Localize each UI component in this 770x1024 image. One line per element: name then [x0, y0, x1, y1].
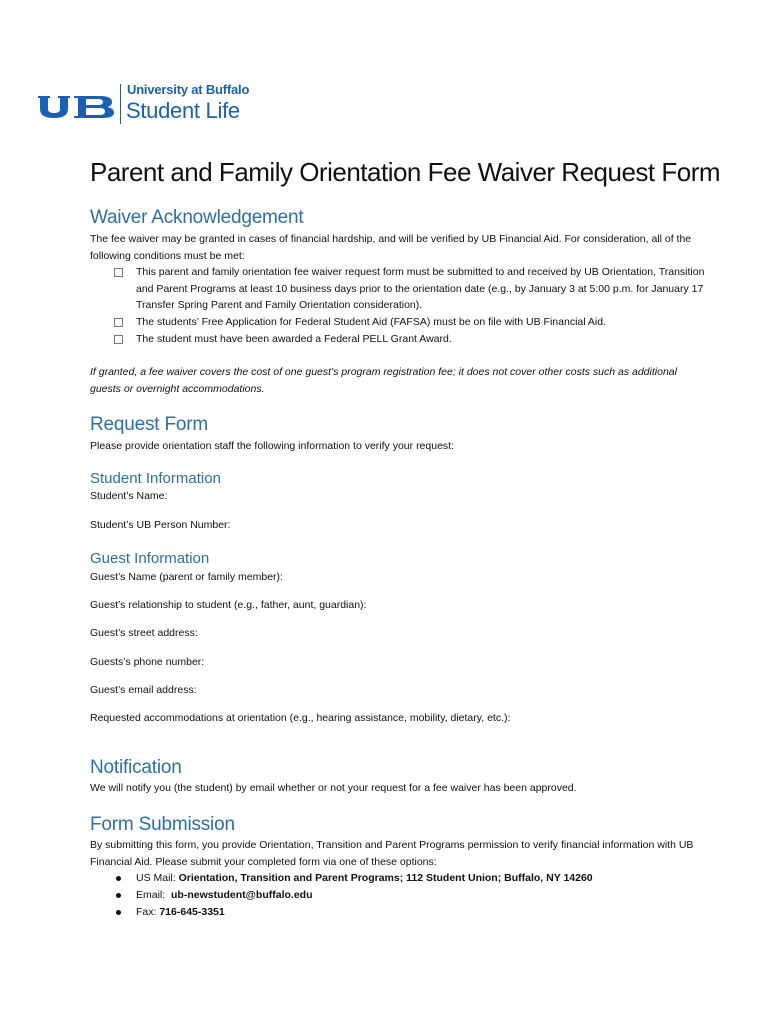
waiver-note: If granted, a fee waiver covers the cost of one guest’s program registration fee; it does not cover other costs such as additional guests or overnight accommodations. — [90, 366, 677, 395]
option-value: Orientation, Transition and Parent Programs; 112 Student Union; Buffalo, NY 14260 — [178, 872, 593, 884]
submission-option-fax — [136, 906, 225, 918]
guest-phone-field[interactable]: Guests’s phone number: — [90, 656, 205, 668]
notification-heading: Notification — [90, 757, 182, 778]
option-value-email-link[interactable]: ub-newstudent@buffalo.edu — [171, 889, 313, 901]
request-heading: Request Form — [90, 414, 208, 435]
submission-option-mail — [136, 872, 593, 884]
condition-text: The student must have been awarded a Federal PELL Grant Award. — [136, 333, 452, 345]
page-title: Parent and Family Orientation Fee Waiver Request Form — [90, 157, 721, 187]
option-value: 716-645-3351 — [159, 906, 225, 918]
ub-logo-icon — [36, 94, 116, 120]
guest-street-address-field[interactable]: Guest’s street address: — [90, 627, 198, 639]
bullet-icon — [116, 910, 121, 915]
bullet-icon — [116, 876, 121, 881]
submission-heading: Form Submission — [90, 814, 235, 835]
guest-name-field[interactable]: Guest’s Name (parent or family member): — [90, 571, 283, 583]
condition-checkbox[interactable] — [114, 268, 123, 277]
bullet-icon — [116, 893, 121, 898]
submission-option-email — [136, 889, 313, 901]
condition-text: This parent and family orientation fee waiver request form must be submitted to and received by UB Orientation, Transition and Parent Programs at least 10 business days prior to the orientation date (e.g., by January 3 at 5:00 p.m. for January 17 Transfer Spring Parent and Family Orientation consideration). — [136, 266, 705, 311]
accommodations-field[interactable]: Requested accommodations at orientation (e.g., hearing assistance, mobility, dietary, etc.): — [90, 712, 511, 724]
condition-checkbox[interactable] — [114, 318, 123, 327]
institution-name: University at Buffalo — [127, 82, 250, 97]
guest-info-heading: Guest Information — [90, 550, 210, 567]
notification-text: We will notify you (the student) by email whether or not your request for a fee waiver has been approved. — [90, 782, 577, 794]
submission-intro: By submitting this form, you provide Orientation, Transition and Parent Programs permission to verify financial information with UB Financial Aid. Please submit your completed form via one of these options: — [90, 839, 694, 868]
waiver-intro: The fee waiver may be granted in cases of financial hardship, and will be verified by UB Financial Aid. For consideration, all of the following conditions must be met: — [90, 233, 692, 262]
guest-email-field[interactable]: Guest’s email address: — [90, 684, 197, 696]
department-name: Student Life — [126, 98, 240, 123]
guest-relationship-field[interactable]: Guest’s relationship to student (e.g., father, aunt, guardian): — [90, 599, 367, 611]
logo-divider — [120, 84, 121, 124]
condition-text: The students’ Free Application for Federal Student Aid (FAFSA) must be on file with UB Financial Aid. — [136, 316, 607, 328]
option-label: Fax: — [136, 906, 160, 918]
option-label: US Mail: — [136, 872, 179, 884]
request-intro: Please provide orientation staff the following information to verify your request: — [90, 440, 455, 452]
waiver-heading: Waiver Acknowledgement — [90, 207, 304, 228]
condition-checkbox[interactable] — [114, 335, 123, 344]
option-label: Email: — [136, 889, 172, 901]
student-info-heading: Student Information — [90, 470, 221, 487]
student-person-number-field[interactable]: Student’s UB Person Number: — [90, 519, 231, 531]
student-name-field[interactable]: Student’s Name: — [90, 490, 168, 502]
